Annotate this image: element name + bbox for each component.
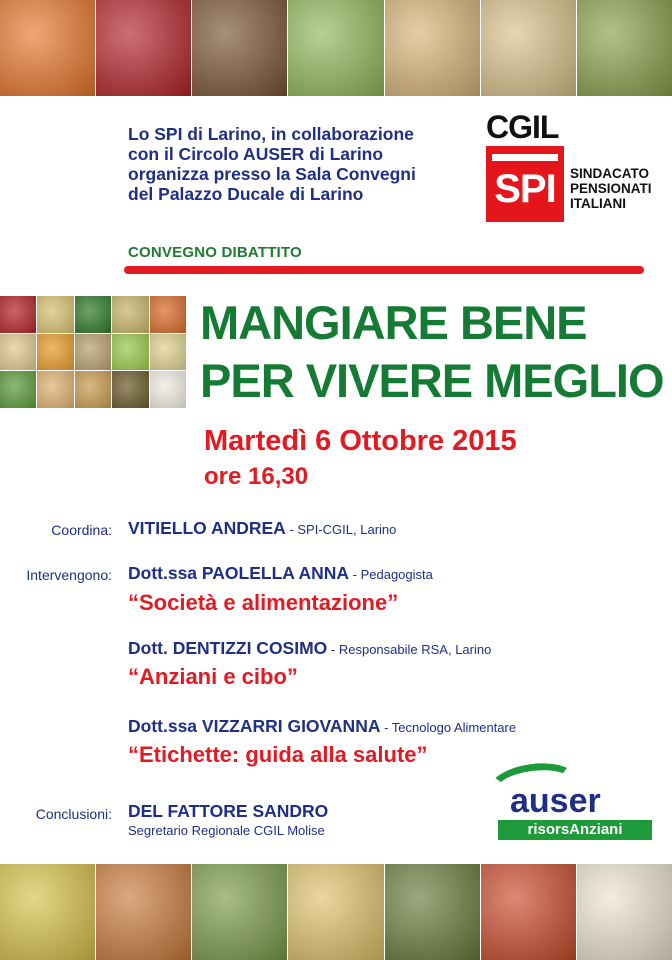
top-food-photo-strip <box>0 0 672 96</box>
intervengono-label: Intervengono: <box>26 567 112 583</box>
talk-title-1: “Società e alimentazione” <box>128 590 399 615</box>
food-photo-tile <box>96 864 192 960</box>
mosaic-tile <box>75 371 111 408</box>
auser-logo-text: auser <box>510 782 601 820</box>
spi-desc-line: PENSIONATI <box>570 181 652 196</box>
spi-desc-line: ITALIANI <box>570 196 626 211</box>
speaker-role: - Pedagogista <box>349 567 433 582</box>
speaker-name: Dott.ssa VIZZARRI GIOVANNA <box>128 716 381 736</box>
auser-tagline: risorsAnziani <box>498 820 652 840</box>
food-photo-tile <box>577 0 672 96</box>
spi-logo-bar <box>492 154 558 161</box>
intro-line: del Palazzo Ducale di Larino <box>128 184 364 204</box>
food-photo-tile <box>192 864 288 960</box>
speaker-name: Dott.ssa PAOLELLA ANNA <box>128 563 350 583</box>
mosaic-tile <box>0 296 36 333</box>
food-photo-tile <box>577 864 672 960</box>
food-photo-tile <box>481 864 577 960</box>
event-title-line: PER VIVERE MEGLIO <box>200 354 664 407</box>
coordinator-role: - SPI-CGIL, Larino <box>285 522 397 537</box>
red-divider <box>124 266 644 274</box>
event-type-label: CONVEGNO DIBATTITO <box>128 244 302 261</box>
mosaic-tile <box>112 296 148 333</box>
intro-line: organizza presso la Sala Convegni <box>128 164 416 184</box>
food-photo-tile <box>481 0 577 96</box>
food-photo-tile <box>385 864 481 960</box>
event-title-line: MANGIARE BENE <box>200 296 587 349</box>
coordinator-name: VITIELLO ANDREA <box>128 518 286 538</box>
intro-text <box>128 124 458 204</box>
speaker-1 <box>128 563 433 584</box>
event-date: Martedì 6 Ottobre 2015 <box>204 425 517 457</box>
conclusioni-speaker: DEL FATTORE SANDRO <box>128 801 329 821</box>
mosaic-tile <box>37 334 73 371</box>
speaker-role: - Responsabile RSA, Larino <box>327 642 492 657</box>
mosaic-tile <box>150 296 186 333</box>
food-photo-tile <box>288 864 384 960</box>
mosaic-tile <box>150 371 186 408</box>
bottom-food-photo-strip <box>0 864 672 960</box>
auser-logo <box>484 764 656 844</box>
speaker-role: - Tecnologo Alimentare <box>380 720 517 735</box>
mosaic-tile <box>150 334 186 371</box>
conclusioni-label: Conclusioni: <box>35 806 112 822</box>
spi-logo-description <box>570 166 652 211</box>
talk-title-2: “Anziani e cibo” <box>128 664 298 689</box>
cgil-spi-logo <box>486 110 656 230</box>
mosaic-tile <box>37 371 73 408</box>
intro-line: con il Circolo AUSER di Larino <box>128 144 384 164</box>
event-title <box>200 294 664 410</box>
food-mosaic <box>0 296 186 408</box>
coordinator <box>128 518 396 539</box>
speaker-2 <box>128 638 491 659</box>
food-photo-tile <box>192 0 288 96</box>
spi-desc-line: SINDACATO <box>570 166 650 181</box>
mosaic-tile <box>37 296 73 333</box>
conclusioni-role: Segretario Regionale CGIL Molise <box>128 823 325 838</box>
coordina-label: Coordina: <box>51 522 112 538</box>
mosaic-tile <box>112 334 148 371</box>
spi-logo-text: SPI <box>494 167 556 211</box>
cgil-logo-text: CGIL <box>486 109 559 145</box>
food-photo-tile <box>96 0 192 96</box>
speaker-name: Dott. DENTIZZI COSIMO <box>128 638 328 658</box>
food-photo-tile <box>0 0 96 96</box>
mosaic-tile <box>75 296 111 333</box>
mosaic-tile <box>75 334 111 371</box>
food-photo-tile <box>0 864 96 960</box>
mosaic-tile <box>0 334 36 371</box>
speaker-3 <box>128 716 516 737</box>
spi-logo-box <box>486 146 564 222</box>
event-time: ore 16,30 <box>204 463 309 490</box>
mosaic-tile <box>112 371 148 408</box>
talk-title-3: “Etichette: guida alla salute” <box>128 742 428 767</box>
food-photo-tile <box>288 0 384 96</box>
food-photo-tile <box>385 0 481 96</box>
mosaic-tile <box>0 371 36 408</box>
intro-line: Lo SPI di Larino, in collaborazione <box>128 124 414 144</box>
